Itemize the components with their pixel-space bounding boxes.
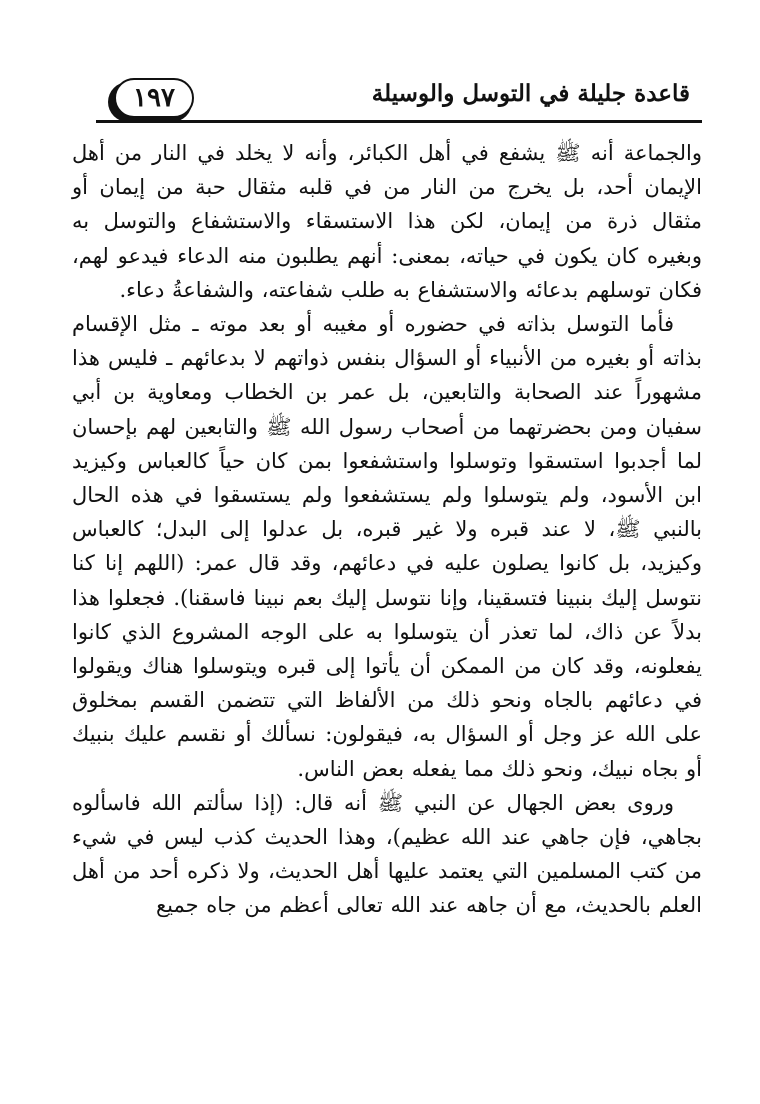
paragraph: فأما التوسل بذاته في حضوره أو مغيبه أو بعد موته ـ مثل الإقسام بذاته أو بغيره من الأنبياء أو السؤال بنفس ذواتهم لا بدعائهم ـ فليس هذا مشهوراً عند الصحابة والتابعين، بل عمر بن الخطاب ومعاوية بن أبي سفيان ومن بحضرتهما من أصحاب رسول الله ﷺ والتابعين لهم بإحسان لما أجدبوا استسقوا وتوسلوا واستشفعوا بمن كان حياً كالعباس وكيزيد ابن الأسود، ولم يتوسلوا ولم يستشفعوا ولم يستسقوا في هذه الحال بالنبي ﷺ، لا عند قبره ولا غير قبره، بل عدلوا إلى البدل؛ كالعباس وكيزيد، بل كانوا يصلون عليه في دعائهم، وقد قال عمر: (اللهم إنا كنا نتوسل إليك بنبينا فتسقينا، وإنا نتوسل إليك بعم نبينا فاسقنا). فجعلوا هذا بدلاً عن ذاك، لما تعذر أن يتوسلوا به على الوجه المشروع الذي كانوا يفعلونه، وقد كان من الممكن أن يأتوا إلى قبره ويتوسلوا هناك ويقولوا في دعائهم بالجاه ونحو ذلك من الألفاظ التي تتضمن القسم بمخلوق على الله عز وجل أو السؤال به، فيقولون: نسألك أو نقسم عليك بنبيك أو بجاه نبيك، ونحو ذلك مما يفعله بعض الناس. bbox=[72, 312, 702, 781]
page-number-ornament bbox=[114, 78, 194, 118]
header-rule bbox=[96, 120, 702, 123]
running-title: قاعدة جليلة في التوسل والوسيلة bbox=[371, 80, 690, 107]
paragraph: والجماعة أنه ﷺ يشفع في أهل الكبائر، وأنه لا يخلد في النار من أهل الإيمان أحد، بل يخرج من النار من في قلبه مثقال حبة من إيمان أو مثقال ذرة من إيمان، لكن هذا الاستسقاء والاستشفاع والتوسل به وبغيره كان يكون في حياته، بمعنى: أنهم يطلبون منه الدعاء فيدعو لهم، فكان توسلهم بدعائه والاستشفاع به طلب شفاعته، والشفاعةُ دعاء. bbox=[72, 141, 702, 302]
main-text bbox=[72, 136, 702, 923]
paragraph: وروى بعض الجهال عن النبي ﷺ أنه قال: (إذا سألتم الله فاسألوه بجاهي، فإن جاهي عند الله عظيم)، وهذا الحديث كذب ليس في شيء من كتب المسلمين التي يعتمد عليها أهل الحديث، ولا ذكره أحد من أهل العلم بالحديث، مع أن جاهه عند الله تعالى أعظم من جاه جميع bbox=[72, 790, 702, 918]
page-number: ١٩٧ bbox=[133, 83, 175, 113]
